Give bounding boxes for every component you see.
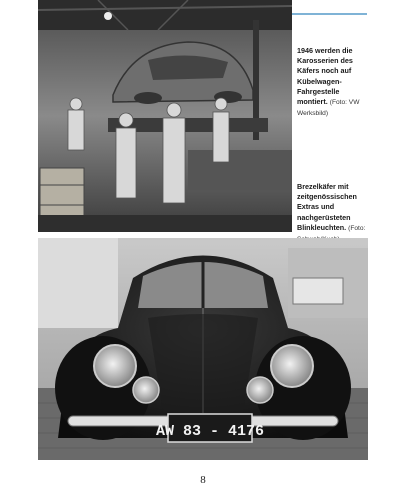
accent-rule (292, 13, 367, 15)
license-plate-text: AW 83 - 4176 (155, 423, 265, 440)
caption-factory-credit: (Foto: VW Werksbild) (297, 99, 360, 118)
caption-beetle-text: Brezelkäfer mit zeitgenössischen Extras und nachgerüsteten Blinkleuchten. (297, 182, 357, 232)
factory-assembly-photo (38, 0, 292, 232)
caption-beetle (297, 182, 371, 245)
caption-factory (297, 46, 371, 119)
caption-factory-text: 1946 werden die Karosserien des Käfers noch auf Kübelwagen-Fahrgestelle montiert. (297, 46, 353, 107)
beetle-front-photo (38, 238, 368, 460)
caption-beetle-credit: (Foto: (348, 224, 366, 232)
page-number: 8 (200, 474, 206, 486)
